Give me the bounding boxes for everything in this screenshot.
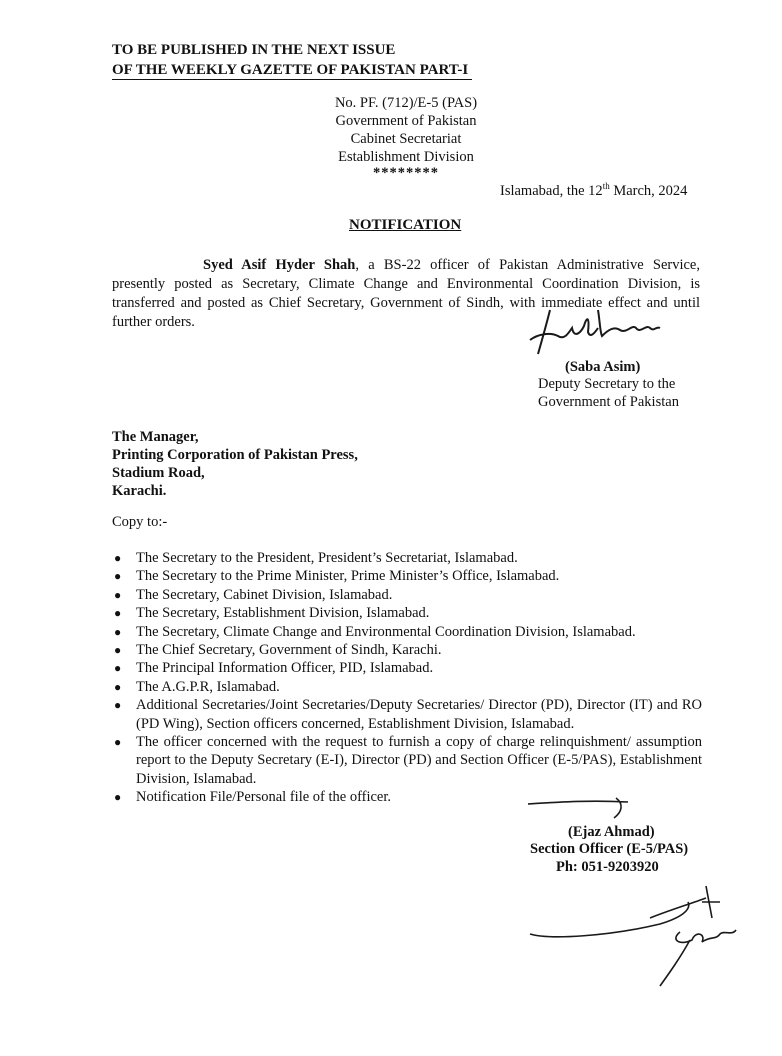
officer-name: Syed Asif Hyder Shah: [203, 257, 356, 273]
list-item-text: Notification File/Personal file of the officer.: [136, 789, 392, 806]
list-item: [112, 696, 702, 733]
office-block: [306, 94, 506, 180]
bullet-icon: ●: [114, 587, 122, 602]
list-item-text: The Secretary, Cabinet Division, Islamabad.: [136, 586, 393, 603]
date-line: [500, 181, 687, 200]
list-item-text: Additional Secretaries/Joint Secretaries/Deputy Secretaries/ Director (PD), Director (IT) and RO (PD Wing), Section officers concerned, Establishment Division, Islamabad.: [136, 697, 702, 732]
bullet-icon: ●: [114, 551, 122, 565]
office-division: Establishment Division: [338, 149, 474, 165]
list-item-text: The Principal Information Officer, PID, Islamabad.: [136, 660, 434, 677]
bullet-icon: ●: [114, 735, 122, 750]
signatory1-designation-1: Deputy Secretary to the: [538, 376, 676, 392]
bullet-icon: ●: [114, 569, 122, 584]
copy-to-label: Copy to:-: [112, 514, 168, 530]
addressee-block: [112, 428, 358, 500]
list-item: [112, 641, 702, 659]
notification-text: , a BS-22 officer of Pakistan Administrative Service, presently posted as Secretary, Climate Change and Environmental Coordination Division, is transferred and posted as Chief Secretary, Government of Sindh, with immediate effect and until further orders.: [112, 257, 700, 330]
signatory2-phone: Ph: 051-9203920: [556, 859, 659, 875]
bullet-icon: ●: [114, 679, 122, 694]
signatory1-designation-2: Government of Pakistan: [538, 394, 679, 410]
list-item: [112, 678, 702, 696]
list-item: [112, 549, 702, 567]
bullet-icon: ●: [114, 624, 122, 639]
list-item: [112, 586, 702, 604]
gazette-header-line2: OF THE WEEKLY GAZETTE OF PAKISTAN PART-I: [112, 62, 469, 78]
list-item: [112, 733, 702, 788]
list-item-text: The Chief Secretary, Government of Sindh, Karachi.: [136, 642, 442, 659]
bullet-icon: ●: [114, 643, 122, 658]
copy-to-list: [112, 549, 702, 807]
date-ordinal: th: [602, 181, 610, 191]
list-item: [112, 567, 702, 585]
list-item-text: The Secretary, Establishment Division, Islamabad.: [136, 605, 430, 622]
list-item: [112, 604, 702, 622]
addressee-line1: The Manager,: [112, 429, 199, 445]
separator-stars: ********: [373, 165, 439, 181]
office-government: Government of Pakistan: [335, 113, 477, 129]
list-item-text: The Secretary to the President, President’s Secretariat, Islamabad.: [136, 550, 518, 566]
header-underline: [112, 79, 472, 80]
list-item: [112, 623, 702, 641]
bullet-icon: ●: [114, 606, 122, 621]
signatory1-name: (Saba Asim): [565, 359, 641, 375]
date-rest: March, 2024: [609, 182, 688, 199]
addressee-line4: Karachi.: [112, 483, 167, 499]
list-item-text: The Secretary to the Prime Minister, Prime Minister’s Office, Islamabad.: [136, 568, 560, 585]
bullet-icon: ●: [114, 698, 122, 713]
bullet-icon: ●: [114, 661, 122, 676]
list-item: [112, 659, 702, 677]
reference-number: No. PF. (712)/E-5 (PAS): [334, 95, 478, 111]
office-secretariat: Cabinet Secretariat: [350, 131, 462, 147]
list-item-text: The officer concerned with the request to furnish a copy of charge relinquishment/ assumption report to the Deputy Secretary (E-I), Director (PD) and Section Officer (E-5/PAS), Establishment Division, Islamabad.: [136, 734, 702, 787]
bullet-icon: ●: [114, 790, 122, 805]
date-prefix: Islamabad, the 12: [500, 182, 603, 199]
addressee-line2: Printing Corporation of Pakistan Press,: [112, 447, 358, 463]
signature-saba-asim: [528, 304, 678, 362]
list-item-text: The A.G.P.R, Islamabad.: [136, 678, 280, 695]
notification-title: NOTIFICATION: [349, 217, 462, 233]
list-item-text: The Secretary, Climate Change and Environmental Coordination Division, Islamabad.: [136, 623, 636, 640]
signature-ejaz-ahmad: [520, 790, 760, 1000]
gazette-header-line1: TO BE PUBLISHED IN THE NEXT ISSUE: [112, 42, 396, 58]
addressee-line3: Stadium Road,: [112, 465, 205, 481]
signatory2-name: (Ejaz Ahmad): [568, 824, 655, 840]
signatory2-designation: Section Officer (E-5/PAS): [530, 841, 689, 857]
